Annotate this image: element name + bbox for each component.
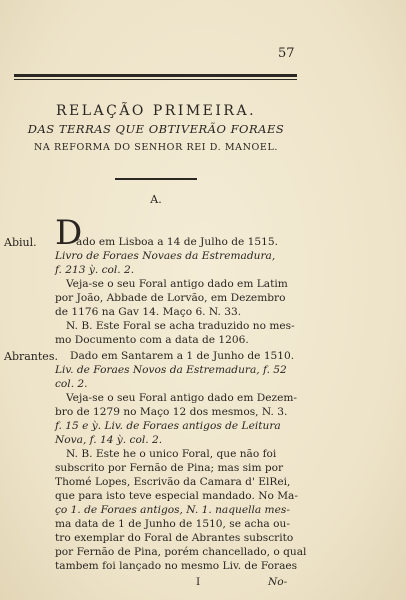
drop-cap: D bbox=[55, 213, 83, 253]
entry-line: bro de 1279 no Maço 12 dos mesmos, N. 3. bbox=[55, 406, 288, 418]
header-rule-thick bbox=[14, 74, 297, 77]
entry-line: N. B. Este he o unico Foral, que não foi bbox=[66, 448, 277, 460]
entry-line: subscrito por Fernão de Pina; mas sim por bbox=[55, 462, 284, 474]
entry-line: tambem foi lançado no mesmo Liv. de Foraes bbox=[55, 560, 298, 572]
entry-line: col. 2. bbox=[55, 378, 88, 390]
entry-line: Veja-se o seu Foral antigo dado em Latim bbox=[66, 278, 288, 290]
header-rule-thin bbox=[14, 79, 297, 80]
entry-line: N. B. Este Foral se acha traduzido no mes- bbox=[66, 320, 295, 332]
margin-place-name: Abrantes. bbox=[4, 350, 58, 363]
entry-line: mo Documento com a data de 1206. bbox=[55, 334, 249, 346]
divider-rule bbox=[115, 178, 197, 180]
entry-line: Liv. de Foraes Novos da Estremadura, f. 52 bbox=[55, 364, 287, 376]
entry-line: Dado em Santarem a 1 de Junho de 1510. bbox=[70, 350, 295, 362]
alphabet-section-letter: A. bbox=[150, 193, 162, 206]
entry-line: por Fernão de Pina, porém chancellado, o qual bbox=[55, 546, 307, 558]
signature-mark: I bbox=[196, 576, 201, 588]
entry-line: de 1176 na Gav 14. Maço 6. N. 33. bbox=[55, 306, 242, 318]
page-number: 57 bbox=[278, 46, 295, 61]
entry-line: ado em Lisboa a 14 de Julho de 1515. bbox=[76, 236, 278, 248]
entry-line: ço 1. de Foraes antigos, N. 1. naquella mes- bbox=[55, 504, 290, 516]
section-subtitle-2: NA REFORMA DO SENHOR REI D. MANOEL. bbox=[34, 142, 278, 153]
entry-line: Nova, f. 14 ỳ. col. 2. bbox=[55, 434, 163, 446]
section-title: RELAÇÃO PRIMEIRA. bbox=[55, 103, 257, 119]
catchword: No- bbox=[268, 576, 288, 588]
entry-line: ma data de 1 de Junho de 1510, se acha ou- bbox=[55, 518, 290, 530]
section-subtitle: DAS TERRAS QUE OBTIVERÃO FORAES bbox=[27, 122, 285, 136]
entry-line: Livro de Foraes Novaes da Estremadura, bbox=[55, 250, 276, 262]
entry-line: tro exemplar do Foral de Abrantes subscrito bbox=[55, 532, 294, 544]
entry-line: Veja-se o seu Foral antigo dado em Dezem- bbox=[66, 392, 297, 404]
margin-place-name: Abiul. bbox=[4, 236, 37, 249]
entry-line: f. 213 ỳ. col. 2. bbox=[55, 264, 135, 276]
entry-line: que para isto teve especial mandado. No Ma- bbox=[55, 490, 298, 502]
entry-line: Thomé Lopes, Escrivão da Camara d' ElRei, bbox=[55, 476, 291, 488]
entry-line: por João, Abbade de Lorvão, em Dezembro bbox=[55, 292, 286, 304]
entry-line: f. 15 e ỳ. Liv. de Foraes antigos de Leitura bbox=[55, 420, 281, 432]
